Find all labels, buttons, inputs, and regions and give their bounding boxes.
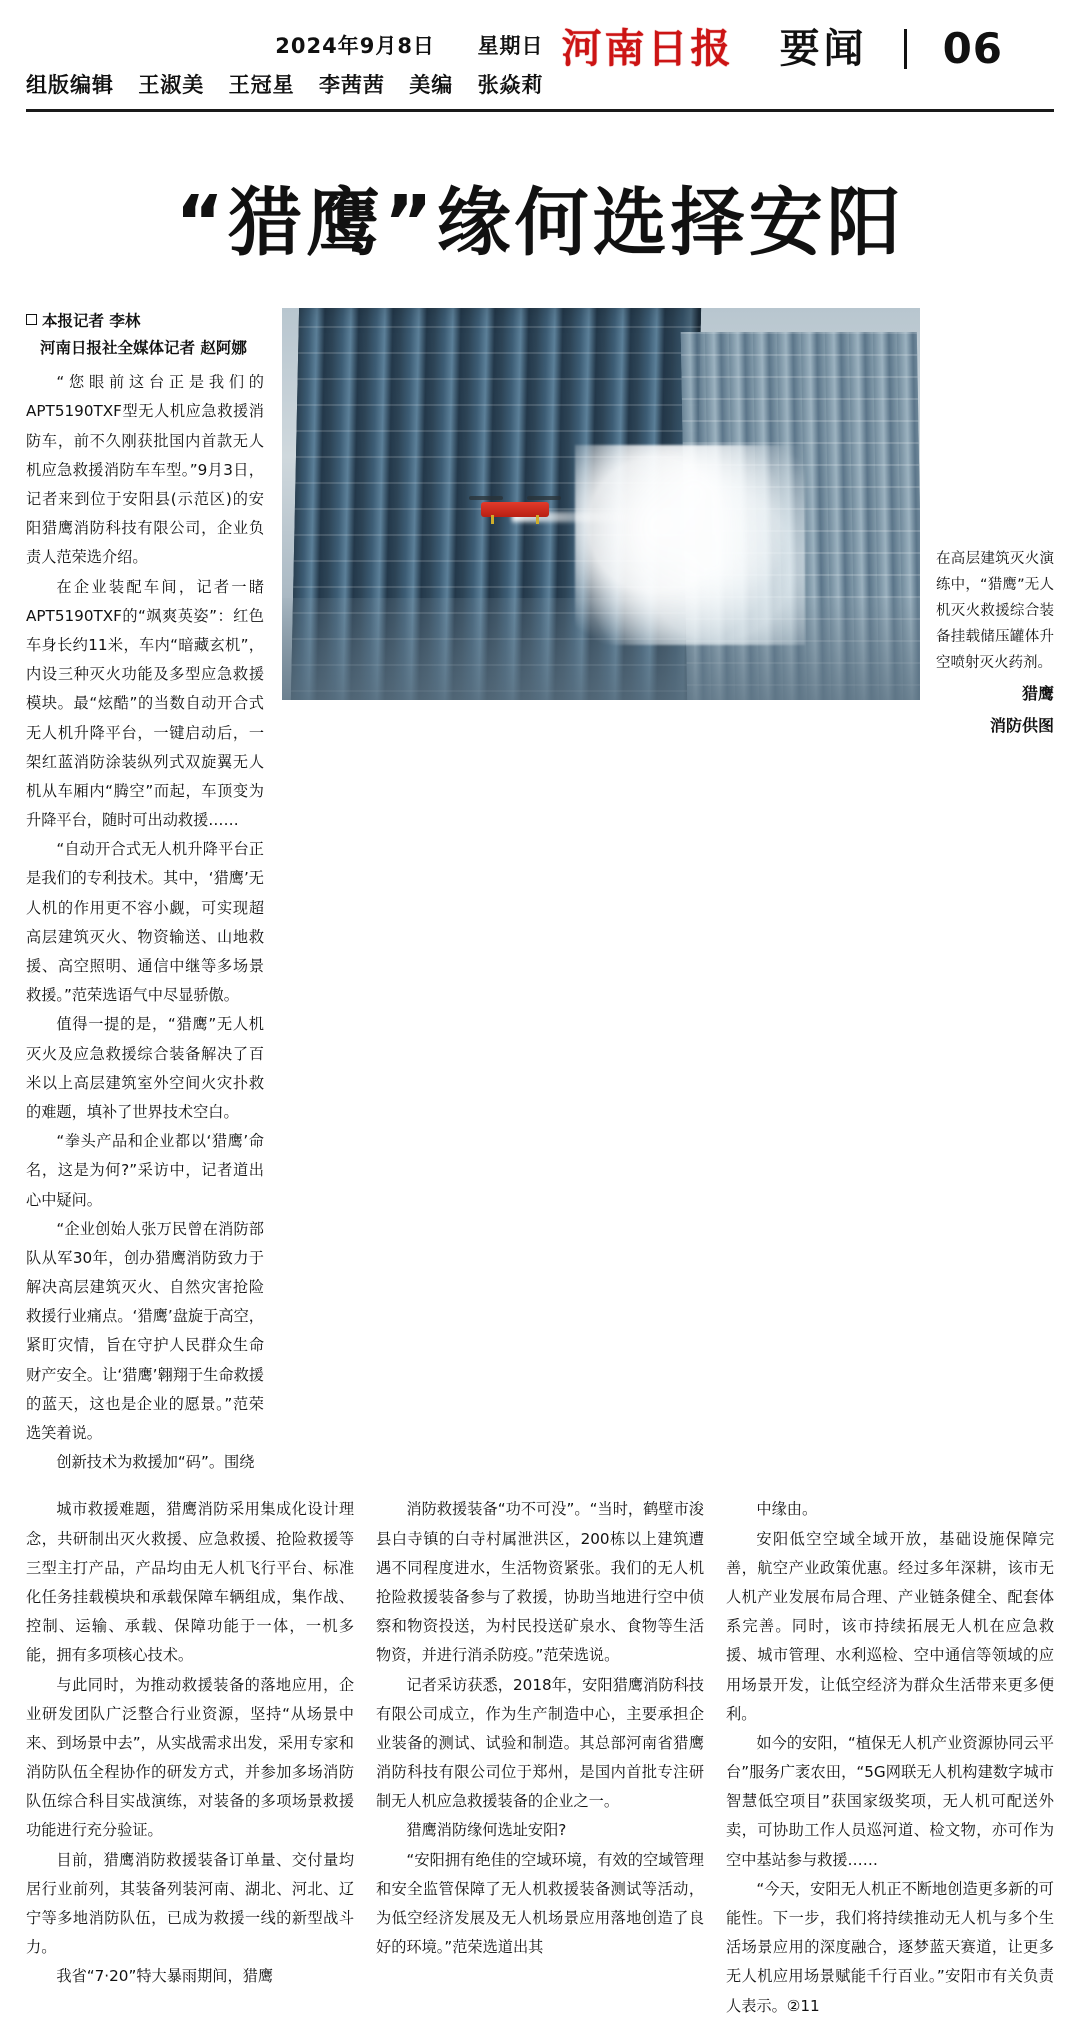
art-editor-label: 美编 — [409, 73, 454, 97]
masthead-meta — [26, 26, 562, 99]
lead-paragraphs — [26, 368, 264, 1477]
paragraph: 目前，猎鹰消防救援装备订单量、交付量均居行业前列，其装备列装河南、湖北、河北、辽宁等多地消防队伍，已成为救援一线的新型战斗力。 — [26, 1850, 354, 1957]
paragraph: 值得一提的是，“猎鹰”无人机灭火及应急救援综合装备解决了百米以上高层建筑室外空间火灾扑救的难题，填补了世界技术空白。 — [26, 1015, 264, 1121]
photo-drone — [473, 496, 557, 524]
publication-date: 2024年9月8日 — [275, 34, 435, 58]
photo-extinguisher-plume — [575, 445, 805, 645]
paragraph: “今天，安阳无人机正不断地创造更多新的可能性。下一步，我们将持续推动无人机与多个生活场景应用的深度融合，逐梦蓝天赛道，让更多无人机应用场景赋能千行百业。”安阳市有关负责人表示。②11 — [726, 1879, 1054, 2015]
lead-column — [26, 308, 264, 1477]
masthead-date-row — [26, 30, 544, 60]
article-photo — [282, 308, 920, 700]
paragraph: “企业创始人张万民曾在消防部队从军30年，创办猎鹰消防致力于解决高层建筑灭火、自然灾害抢险救援行业痛点。‘猎鹰’盘旋于高空，紧盯灾情，旨在守护人民群众生命财产安全。让‘猎鹰’翱翔于生命救援的蓝天，这也是企业的愿景。”范荣选笑着说。 — [26, 1219, 264, 1442]
paragraph: 我省“7·20”特大暴雨期间，猎鹰 — [56, 1967, 274, 1986]
section-title: 要闻 — [779, 26, 868, 72]
masthead-editors-row — [26, 69, 544, 99]
paragraph: 猎鹰消防缘何选址安阳? — [406, 1821, 567, 1840]
masthead — [26, 0, 1054, 112]
editor-name-2: 王冠星 — [228, 73, 295, 97]
paragraph: “自动开合式无人机升降平台正是我们的专利技术。其中，‘猎鹰’无人机的作用更不容小觑，可实现超高层建筑灭火、物资输送、山地救援、高空照明、通信中继等多场景救援。”范荣选语气中尽显骄傲。 — [26, 840, 264, 1005]
byline-reporter: 本报记者 李林 — [42, 312, 141, 330]
art-editor-name: 张焱莉 — [477, 73, 544, 97]
article-column-2 — [376, 1495, 704, 2020]
page-number: 06 — [942, 24, 1004, 73]
paragraph: 如今的安阳，“植保无人机产业资源协同云平台”服务广袤农田，“5G网联无人机构建数字城市智慧低空项目”获国家级奖项，无人机可配送外卖，可协助工作人员巡河道、检文物，亦可作为空中基站参与救援…… — [726, 1733, 1054, 1869]
paragraph: “您眼前这台正是我们的APT5190TXF型无人机应急救援消防车，前不久刚获批国内首款无人机应急救援消防车车型。”9月3日，记者来到位于安阳县(示范区)的安阳猎鹰消防科技有限公司，企业负责人范荣选介绍。 — [26, 373, 264, 567]
paragraph: “拳头产品和企业都以‘猎鹰’命名，这是为何?”采访中，记者道出心中疑问。 — [26, 1132, 264, 1209]
paragraph: 中缘由。 — [756, 1500, 818, 1519]
article-top-block — [26, 308, 1054, 1477]
paragraph: 记者采访获悉，2018年，安阳猎鹰消防科技有限公司成立，作为生产制造中心，主要承担企业装备的测试、试验和制造。其总部河南省猎鹰消防科技有限公司位于郑州，是国内首批专注研制无人机应急救援装备的企业之一。 — [376, 1675, 704, 1811]
paragraph: 创新技术为救援加“码”。围绕 — [56, 1453, 255, 1472]
photo-credit-line-2: 消防供图 — [989, 715, 1054, 735]
photo-caption-column — [936, 308, 1054, 739]
article-column-1 — [26, 1495, 354, 2020]
byline-media-reporter: 河南日报社全媒体记者 赵阿娜 — [40, 339, 247, 358]
square-bullet-icon — [26, 314, 37, 325]
editor-name-3: 李茜茜 — [318, 73, 385, 97]
paragraph: 与此同时，为推动救援装备的落地应用，企业研发团队广泛整合行业资源，坚持“从场景中来、到场景中去”，从实战需求出发，采用专家和消防队伍全程协作的研发方式，并参加多场消防队伍综合科目实战演练，对装备的多项场景救援功能进行充分验证。 — [26, 1675, 354, 1840]
publication-weekday: 星期日 — [477, 34, 544, 58]
article-body-columns — [26, 1495, 1054, 2020]
article-photo-column — [282, 308, 920, 700]
masthead-divider — [904, 29, 907, 69]
page-title: “猎鹰”缘何选择安阳 — [175, 180, 905, 266]
paragraph: 在企业装配车间，记者一睹APT5190TXF的“飒爽英姿”：红色车身长约11米，车内“暗藏玄机”，内设三种灭火功能及多型应急救援模块。最“炫酷”的当数自动开合式无人机升降平台，一键启动后，一架红蓝消防涂装纵列式双旋翼无人机从车厢内“腾空”而起，车顶变为升降平台，随时可出动救援…… — [26, 577, 264, 830]
byline — [26, 308, 264, 362]
photo-caption: 在高层建筑灭火演练中，“猎鹰”无人机灭火救援综合装备挂载储压罐体升空喷射灭火药剂。 — [936, 551, 1054, 672]
paragraph: 消防救援装备“功不可没”。“当时，鹤壁市浚县白寺镇的白寺村属泄洪区，200栋以上建筑遭遇不同程度进水，生活物资紧张。我们的无人机抢险救援装备参与了救援，协助当地进行空中侦察和物资投送，为村民投送矿泉水、食物等生活物资，并进行消杀防疫。”范荣选说。 — [376, 1500, 704, 1665]
editor-name-1: 王淑美 — [138, 73, 205, 97]
photo-credit-line-1: 猎鹰 — [1021, 684, 1054, 704]
paragraph: 城市救援难题，猎鹰消防采用集成化设计理念，共研制出灭火救援、应急救援、抢险救援等三型主打产品，产品均由无人机飞行平台、标准化任务挂载模块和承载保障车辆组成，集作战、控制、运输、承载、保障功能于一体，一机多能，拥有多项核心技术。 — [26, 1500, 354, 1665]
masthead-brand — [561, 24, 1054, 73]
article-column-3 — [726, 1495, 1054, 2020]
editors-label: 组版编辑 — [26, 73, 114, 97]
paper-logo: 河南日报 — [561, 26, 734, 72]
paragraph: “安阳拥有绝佳的空域环境，有效的空域管理和安全监管保障了无人机救援装备测试等活动，为低空经济发展及无人机场景应用落地创造了良好的环境。”范荣选道出其 — [376, 1850, 704, 1957]
paragraph: 安阳低空空域全域开放，基础设施保障完善，航空产业政策优惠。经过多年深耕，该市无人机产业发展布局合理、产业链条健全、配套体系完善。同时，该市持续拓展无人机在应急救援、城市管理、水利巡检、空中通信等领域的应用场景开发，让低空经济为群众生活带来更多便利。 — [726, 1529, 1054, 1723]
